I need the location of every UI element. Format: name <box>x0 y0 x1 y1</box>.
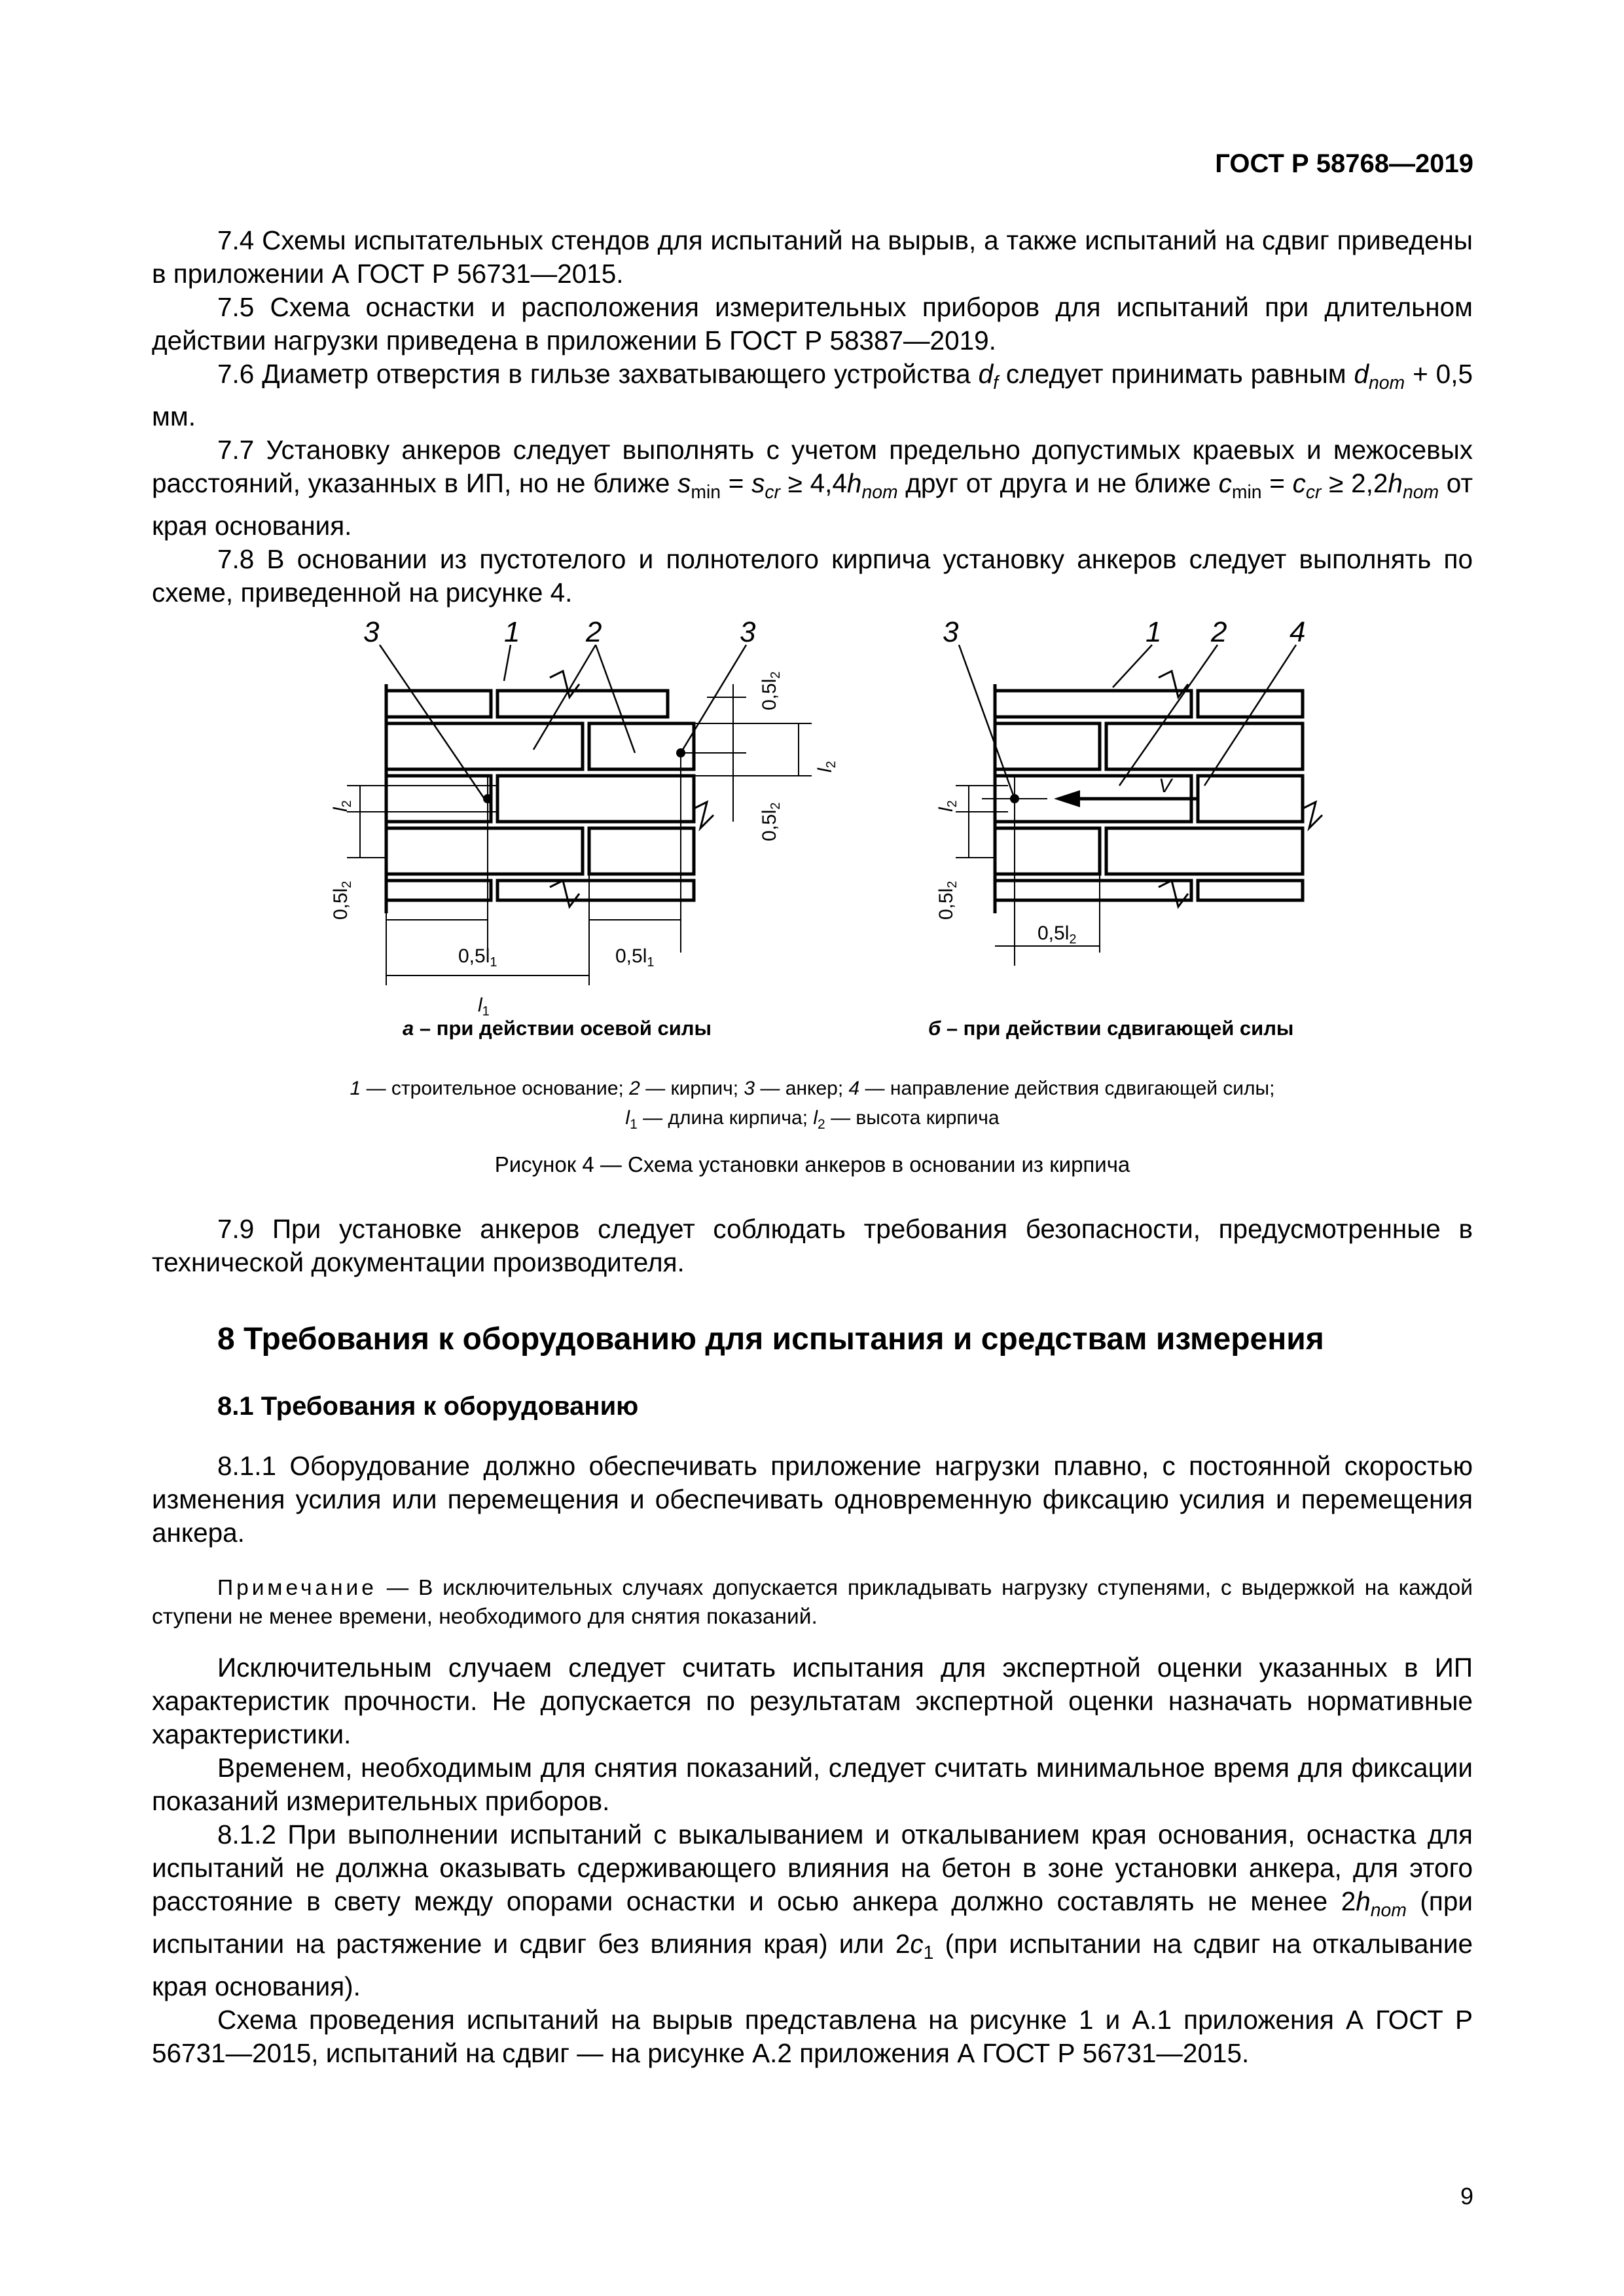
dim-a-05l2-mid-vertical: $0,5l_2$ <box>759 802 783 841</box>
paragraph-7-9: 7.9 При установке анкеров следует соблюдать требования безопасности, предусмотренные в технической документации производителя. <box>152 1214 1473 1277</box>
label-a-3-left: 3 <box>363 616 380 648</box>
paragraph-scheme: Схема проведения испытаний на вырыв представлена на рисунке 1 и А.1 приложения А ГОСТ Р 56731—2015, испытаний на сдвиг — на рисунке А.2 приложения А ГОСТ Р 56731—2015. <box>152 2005 1473 2069</box>
paragraph-7-7: 7.7 Установку анкеров следует выполнять с учетом предельно допустимых краевых и межосевых расстояний, указанных в ИП, но не ближе $s_{min} = s_{cr} \ge 4,4h_{nom}$ друг от друга и не ближе $c_{min} = c_{cr} \ge 2,2h_{nom}$ от края основания. <box>152 435 1473 541</box>
label-a-3-right: 3 <box>740 616 756 648</box>
shear-v-label: V <box>1159 775 1172 797</box>
paragraph-7-9-block <box>152 1212 1473 1279</box>
figure-4-brick-scheme <box>288 612 1335 1057</box>
caption-a: а – при действии осевой силы <box>403 1017 712 1040</box>
document-header: ГОСТ Р 58768—2019 <box>1215 149 1473 178</box>
dim-b-05l2: $0,5l_2$ <box>1038 922 1077 947</box>
label-a-1: 1 <box>504 616 520 648</box>
label-b-2: 2 <box>1211 616 1227 648</box>
paragraph-7-6: 7.6 Диаметр отверстия в гильзе захватывающего устройства $d_f$ следует принимать равным $d_{nom} + 0,5$ мм. <box>152 359 1473 432</box>
paragraph-8-1-1-block <box>152 1449 1473 1550</box>
paragraph-time: Временем, необходимым для снятия показаний, следует считать минимальное время для фиксации показаний измерительных приборов. <box>152 1753 1473 1816</box>
page-number: 9 <box>1460 2183 1473 2210</box>
paragraphs-7-4-to-7-8 <box>152 224 1473 610</box>
paragraph-exceptional: Исключительным случаем следует считать испытания для экспертной оценки указанных в ИП характеристик прочности. Не допускается по результатам экспертной оценки назначать нормативные характеристики. <box>152 1652 1473 1749</box>
section-8-title: 8 Требования к оборудованию для испытания и средствам измерения <box>217 1322 1324 1357</box>
legend-line-2: $l_1$ — длина кирпича; $l_2$ — высота кирпича <box>625 1107 1000 1132</box>
dim-a-05l2-top-vertical: $0,5l_2$ <box>759 671 783 710</box>
dim-a-l2-vertical: $l_2$ <box>330 800 354 812</box>
note <box>152 1574 1473 1631</box>
legend-line-1: 1 — строительное основание; 2 — кирпич; 3 — анкер; 4 — направление действия сдвигающей силы; <box>350 1078 1275 1099</box>
label-a-2: 2 <box>586 616 602 648</box>
dim-a-05l2-vertical: $0,5l_2$ <box>330 881 354 920</box>
dim-a-05l1-left: $0,5l_1$ <box>458 945 497 970</box>
label-b-3: 3 <box>943 616 959 648</box>
paragraphs-after-note <box>152 1651 1473 2070</box>
label-b-1: 1 <box>1146 616 1162 648</box>
dim-a-l2-right-vertical: $l_2$ <box>814 761 839 773</box>
caption-b: б – при действии сдвигающей силы <box>928 1017 1294 1040</box>
figure-legend <box>152 1074 1473 1139</box>
note-label: Примечание <box>217 1576 377 1600</box>
wall-a <box>386 684 694 913</box>
paragraph-8-1-2: 8.1.2 При выполнении испытаний с выкалыванием и откалыванием края основания, оснастка для испытаний не должна оказывать сдерживающего влияния на бетон в зоне установки анкера, для этого расстояние в свету между опорами оснастки и осью анкера должно составлять не менее $2h_{nom}$ (при испытании на растяжение и сдвиг без влияния края) или $2c_1$ (при испытании на сдвиг на откалывание края основания). <box>152 1819 1473 2002</box>
paragraph-7-5: 7.5 Схема оснастки и расположения измерительных приборов для испытаний при длительном действии нагрузки приведена в приложении Б ГОСТ Р 58387—2019. <box>152 292 1473 355</box>
dim-b-05l2-vertical: $0,5l_2$ <box>935 881 960 920</box>
note-text: — В исключительных случаях допускается прикладывать нагрузку ступенями, с выдержкой на каждой ступени не менее времени, необходимого для снятия показаний. <box>152 1576 1473 1629</box>
dim-a-l1: $l_1$ <box>478 994 490 1019</box>
paragraph-7-8: 7.8 В основании из пустотелого и полнотелого кирпича установку анкеров следует выполнять по схеме, приведенной на рисунке 4. <box>152 544 1473 608</box>
dim-b-l2-vertical: $l_2$ <box>935 800 960 812</box>
paragraph-7-4: 7.4 Схемы испытательных стендов для испытаний на вырыв, а также испытаний на сдвиг приведены в приложении А ГОСТ Р 56731—2015. <box>152 225 1473 289</box>
figure-caption: Рисунок 4 — Схема установки анкеров в основании из кирпича <box>494 1152 1130 1176</box>
paragraph-8-1-1: 8.1.1 Оборудование должно обеспечивать приложение нагрузки плавно, с постоянной скоростью изменения усилия или перемещения и обеспечивать одновременную фиксацию усилия и перемещения анкера. <box>152 1451 1473 1548</box>
dim-a-05l1-right: $0,5l_1$ <box>615 945 655 970</box>
label-b-4: 4 <box>1290 616 1306 648</box>
section-8-1-title: 8.1 Требования к оборудованию <box>217 1392 639 1421</box>
